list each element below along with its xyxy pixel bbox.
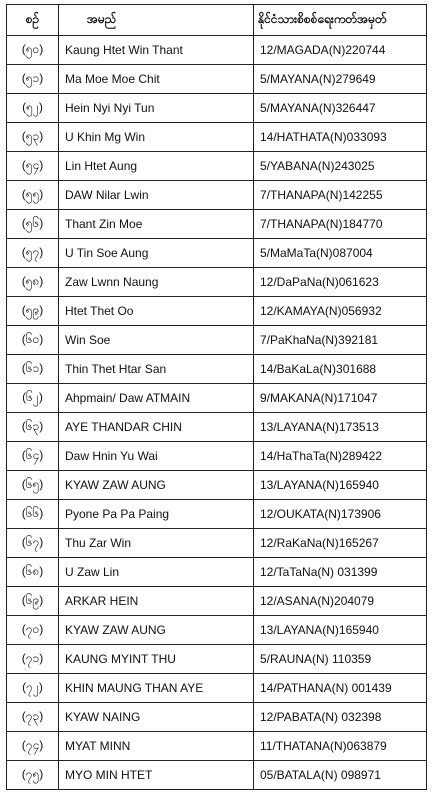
nrc-number-cell: 9/MAKANA(N)171047: [254, 384, 427, 413]
nrc-number-cell: 7/THANAPA(N)142255: [254, 181, 427, 210]
table-row: [7, 181, 427, 210]
nrc-number-cell: 5/RAUNA(N) 110359: [254, 645, 427, 674]
serial-no-cell: (၇၃): [7, 703, 59, 732]
header-nrc-number: နိုင်ငံသားစိစစ်ရေးကတ်အမှတ်: [254, 5, 427, 36]
serial-no-cell: (၇၂): [7, 674, 59, 703]
nrc-number-cell: 13/LAYANA(N)165940: [254, 471, 427, 500]
citizen-list-table: [6, 4, 427, 790]
table-row: [7, 616, 427, 645]
serial-no-cell: (၅၃): [7, 123, 59, 152]
nrc-number-cell: 12/OUKATA(N)173906: [254, 500, 427, 529]
nrc-number-cell: 12/PABATA(N) 032398: [254, 703, 427, 732]
table-row: [7, 674, 427, 703]
nrc-number-cell: 14/PATHANA(N) 001439: [254, 674, 427, 703]
serial-no-cell: (၅၇): [7, 239, 59, 268]
name-cell: Ahpmain/ Daw ATMAIN: [59, 384, 254, 413]
table-row: [7, 732, 427, 761]
table-row: [7, 65, 427, 94]
name-cell: Htet Thet Oo: [59, 297, 254, 326]
table-row: [7, 587, 427, 616]
header-serial-no: စဉ်: [7, 5, 59, 36]
nrc-number-cell: 5/MAYANA(N)326447: [254, 94, 427, 123]
nrc-number-cell: 12/MAGADA(N)220744: [254, 36, 427, 65]
name-cell: U Tin Soe Aung: [59, 239, 254, 268]
serial-no-cell: (၆၀): [7, 326, 59, 355]
nrc-number-cell: 11/THATANA(N)063879: [254, 732, 427, 761]
nrc-number-cell: 12/DaPaNa(N)061623: [254, 268, 427, 297]
nrc-number-cell: 5/YABANA(N)243025: [254, 152, 427, 181]
header-name: အမည်: [59, 5, 254, 36]
serial-no-cell: (၅၈): [7, 268, 59, 297]
serial-no-cell: (၆၈): [7, 558, 59, 587]
name-cell: Kaung Htet Win Thant: [59, 36, 254, 65]
name-cell: Win Soe: [59, 326, 254, 355]
nrc-number-cell: 14/BaKaLa(N)301688: [254, 355, 427, 384]
table-row: [7, 326, 427, 355]
name-cell: U Zaw Lin: [59, 558, 254, 587]
name-cell: AYE THANDAR CHIN: [59, 413, 254, 442]
nrc-number-cell: 14/HaThaTa(N)289422: [254, 442, 427, 471]
name-cell: DAW Nilar Lwin: [59, 181, 254, 210]
name-cell: Ma Moe Moe Chit: [59, 65, 254, 94]
table-row: [7, 152, 427, 181]
name-cell: KAUNG MYINT THU: [59, 645, 254, 674]
serial-no-cell: (၇၄): [7, 732, 59, 761]
name-cell: Daw Hnin Yu Wai: [59, 442, 254, 471]
nrc-number-cell: 14/HATHATA(N)033093: [254, 123, 427, 152]
name-cell: Hein Nyi Nyi Tun: [59, 94, 254, 123]
serial-no-cell: (၆၆): [7, 500, 59, 529]
name-cell: KYAW NAING: [59, 703, 254, 732]
table-row: [7, 471, 427, 500]
nrc-number-cell: 7/PaKhaNa(N)392181: [254, 326, 427, 355]
table-row: [7, 268, 427, 297]
name-cell: U Khin Mg Win: [59, 123, 254, 152]
serial-no-cell: (၅၅): [7, 181, 59, 210]
nrc-number-cell: 13/LAYANA(N)173513: [254, 413, 427, 442]
name-cell: Thant Zin Moe: [59, 210, 254, 239]
name-cell: ARKAR HEIN: [59, 587, 254, 616]
table-header-row: [7, 5, 427, 36]
table-row: [7, 558, 427, 587]
nrc-number-cell: 12/ASANA(N)204079: [254, 587, 427, 616]
serial-no-cell: (၆၅): [7, 471, 59, 500]
table-body: [7, 36, 427, 790]
table-row: [7, 442, 427, 471]
name-cell: KYAW ZAW AUNG: [59, 616, 254, 645]
name-cell: KYAW ZAW AUNG: [59, 471, 254, 500]
table-row: [7, 413, 427, 442]
serial-no-cell: (၅၂): [7, 94, 59, 123]
serial-no-cell: (၆၃): [7, 413, 59, 442]
serial-no-cell: (၆၉): [7, 587, 59, 616]
table-row: [7, 703, 427, 732]
name-cell: KHIN MAUNG THAN AYE: [59, 674, 254, 703]
nrc-number-cell: 13/LAYANA(N)165940: [254, 616, 427, 645]
nrc-number-cell: 12/KAMAYA(N)056932: [254, 297, 427, 326]
name-cell: Pyone Pa Pa Paing: [59, 500, 254, 529]
name-cell: Zaw Lwnn Naung: [59, 268, 254, 297]
table-row: [7, 529, 427, 558]
table-row: [7, 355, 427, 384]
name-cell: Thin Thet Htar San: [59, 355, 254, 384]
serial-no-cell: (၆၁): [7, 355, 59, 384]
table-row: [7, 36, 427, 65]
serial-no-cell: (၅၆): [7, 210, 59, 239]
name-cell: Thu Zar Win: [59, 529, 254, 558]
table-row: [7, 210, 427, 239]
table-row: [7, 384, 427, 413]
name-cell: Lin Htet Aung: [59, 152, 254, 181]
table-row: [7, 123, 427, 152]
serial-no-cell: (၅၄): [7, 152, 59, 181]
serial-no-cell: (၅၀): [7, 36, 59, 65]
name-cell: MYO MIN HTET: [59, 761, 254, 790]
nrc-number-cell: 05/BATALA(N) 098971: [254, 761, 427, 790]
table-row: [7, 645, 427, 674]
serial-no-cell: (၆၂): [7, 384, 59, 413]
nrc-number-cell: 7/THANAPA(N)184770: [254, 210, 427, 239]
serial-no-cell: (၅၉): [7, 297, 59, 326]
nrc-number-cell: 12/TaTaNa(N) 031399: [254, 558, 427, 587]
name-cell: MYAT MINN: [59, 732, 254, 761]
table-row: [7, 297, 427, 326]
serial-no-cell: (၆၇): [7, 529, 59, 558]
serial-no-cell: (၅၁): [7, 65, 59, 94]
table-row: [7, 500, 427, 529]
table-row: [7, 761, 427, 790]
nrc-number-cell: 5/MAYANA(N)279649: [254, 65, 427, 94]
serial-no-cell: (၆၄): [7, 442, 59, 471]
serial-no-cell: (၇၀): [7, 616, 59, 645]
table-row: [7, 239, 427, 268]
nrc-number-cell: 12/RaKaNa(N)165267: [254, 529, 427, 558]
table-row: [7, 94, 427, 123]
nrc-number-cell: 5/MaMaTa(N)087004: [254, 239, 427, 268]
serial-no-cell: (၇၁): [7, 645, 59, 674]
serial-no-cell: (၇၅): [7, 761, 59, 790]
